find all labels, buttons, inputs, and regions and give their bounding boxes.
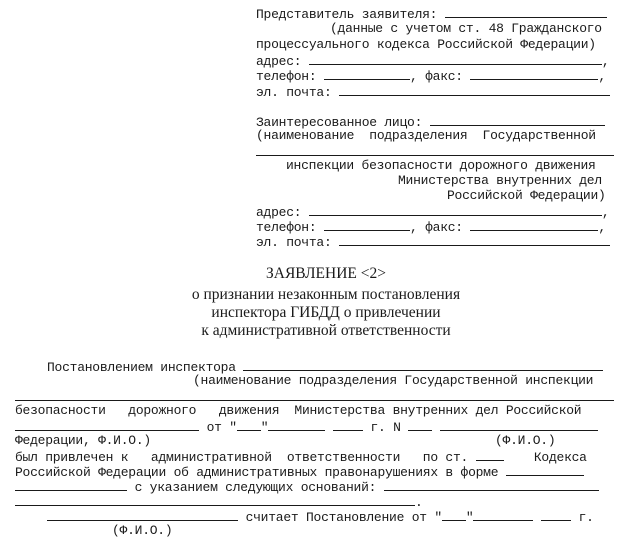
interested-party-fax-field[interactable]: [470, 218, 598, 231]
resolution-year-field[interactable]: [333, 418, 363, 431]
representative-email-field[interactable]: [339, 83, 610, 96]
interested-party-label: Заинтересованное лицо:: [256, 115, 423, 130]
representative-label-line: [256, 5, 607, 22]
period: .: [415, 495, 423, 510]
phone-label: телефон:: [256, 220, 317, 235]
resolution-day-field[interactable]: [237, 418, 261, 431]
quote: ": [260, 420, 269, 435]
inspector-field[interactable]: [243, 358, 603, 371]
interested-party-name-field[interactable]: [256, 155, 614, 156]
fax-label: , факс:: [409, 220, 463, 235]
comma: ,: [598, 69, 606, 84]
applicant-fio-field[interactable]: [47, 508, 238, 521]
document-subtitle-3: к административной ответственности: [201, 322, 451, 339]
body-line-3: безопасности дорожного движения Министерства внутренних дел Российской: [15, 403, 582, 418]
resolution-month-field-2[interactable]: [473, 508, 533, 521]
representative-note-2: процессуального кодекса Российской Федерации): [256, 37, 596, 52]
grounds-label: с указанием следующих оснований:: [134, 480, 377, 495]
interested-party-note-4: Российской Федерации): [447, 188, 606, 203]
resolution-day-field-2[interactable]: [442, 508, 466, 521]
document-title: ЗАЯВЛЕНИЕ <2>: [266, 265, 386, 282]
resolution-label: Постановлением инспектора: [47, 360, 236, 375]
body-line-11-note: (Ф.И.О.): [112, 523, 173, 538]
phone-label: телефон:: [256, 69, 317, 84]
code-label: Кодекса: [533, 450, 587, 465]
quote: ": [465, 510, 474, 525]
document-subtitle-1: о признании незаконным постановления: [191, 286, 461, 303]
body-line-2-note: (наименование подразделения Государственной инспекции: [193, 373, 594, 388]
representative-address-field[interactable]: [309, 52, 602, 65]
comma: ,: [601, 205, 610, 220]
interested-party-email-field[interactable]: [339, 233, 610, 246]
address-label: адрес:: [256, 54, 302, 69]
form-text: Российской Федерации об административных правонарушениях в форме: [15, 465, 499, 480]
article-field[interactable]: [476, 448, 504, 461]
interested-party-address-field[interactable]: [309, 203, 602, 216]
document-subtitle-2: инспектора ГИБДД о привлечении: [211, 304, 441, 321]
representative-note-1: (данные с учетом ст. 48 Гражданского: [330, 21, 602, 36]
representative-email-line: [256, 83, 610, 100]
fax-label: , факс:: [409, 69, 463, 84]
applicant-name-field[interactable]: [440, 418, 598, 431]
interested-party-note-3: Министерства внутренних дел: [398, 173, 602, 188]
body-line-5-right: (Ф.И.О.): [495, 433, 556, 448]
interested-party-email-line: [256, 233, 610, 250]
form-continued-field[interactable]: [15, 478, 127, 491]
liability-text: был привлечен к административной ответственности по ст.: [15, 450, 469, 465]
email-label: эл. почта:: [256, 85, 332, 100]
comma: ,: [601, 54, 610, 69]
representative-phone-field[interactable]: [324, 67, 410, 80]
interested-party-phone-field[interactable]: [324, 218, 410, 231]
from-label: от ": [206, 420, 237, 435]
considers-text: считает Постановление от ": [245, 510, 442, 525]
representative-phone-line: [256, 67, 606, 84]
representative-label: Представитель заявителя:: [256, 7, 438, 22]
address-label: адрес:: [256, 205, 302, 220]
representative-fax-field[interactable]: [470, 67, 598, 80]
form-field[interactable]: [506, 463, 584, 476]
resolution-number-field[interactable]: [408, 418, 432, 431]
grounds-continued-field[interactable]: [15, 493, 415, 506]
interested-party-note-2: инспекции безопасности дорожного движения: [286, 158, 596, 173]
email-label: эл. почта:: [256, 235, 332, 250]
resolution-month-field[interactable]: [268, 418, 325, 431]
representative-field[interactable]: [445, 5, 607, 18]
year-label: г.: [578, 510, 594, 525]
year-number-label: г. N: [370, 420, 401, 435]
inspector-name-field[interactable]: [15, 418, 199, 431]
inspection-name-field[interactable]: [15, 400, 614, 401]
interested-party-note-1: (наименование подразделения Государственной: [256, 128, 596, 143]
interested-party-field[interactable]: [430, 113, 605, 126]
comma: ,: [598, 220, 606, 235]
resolution-year-field-2[interactable]: [541, 508, 571, 521]
grounds-field[interactable]: [384, 478, 599, 491]
body-line-5-left: Федерации, Ф.И.О.): [15, 433, 151, 448]
